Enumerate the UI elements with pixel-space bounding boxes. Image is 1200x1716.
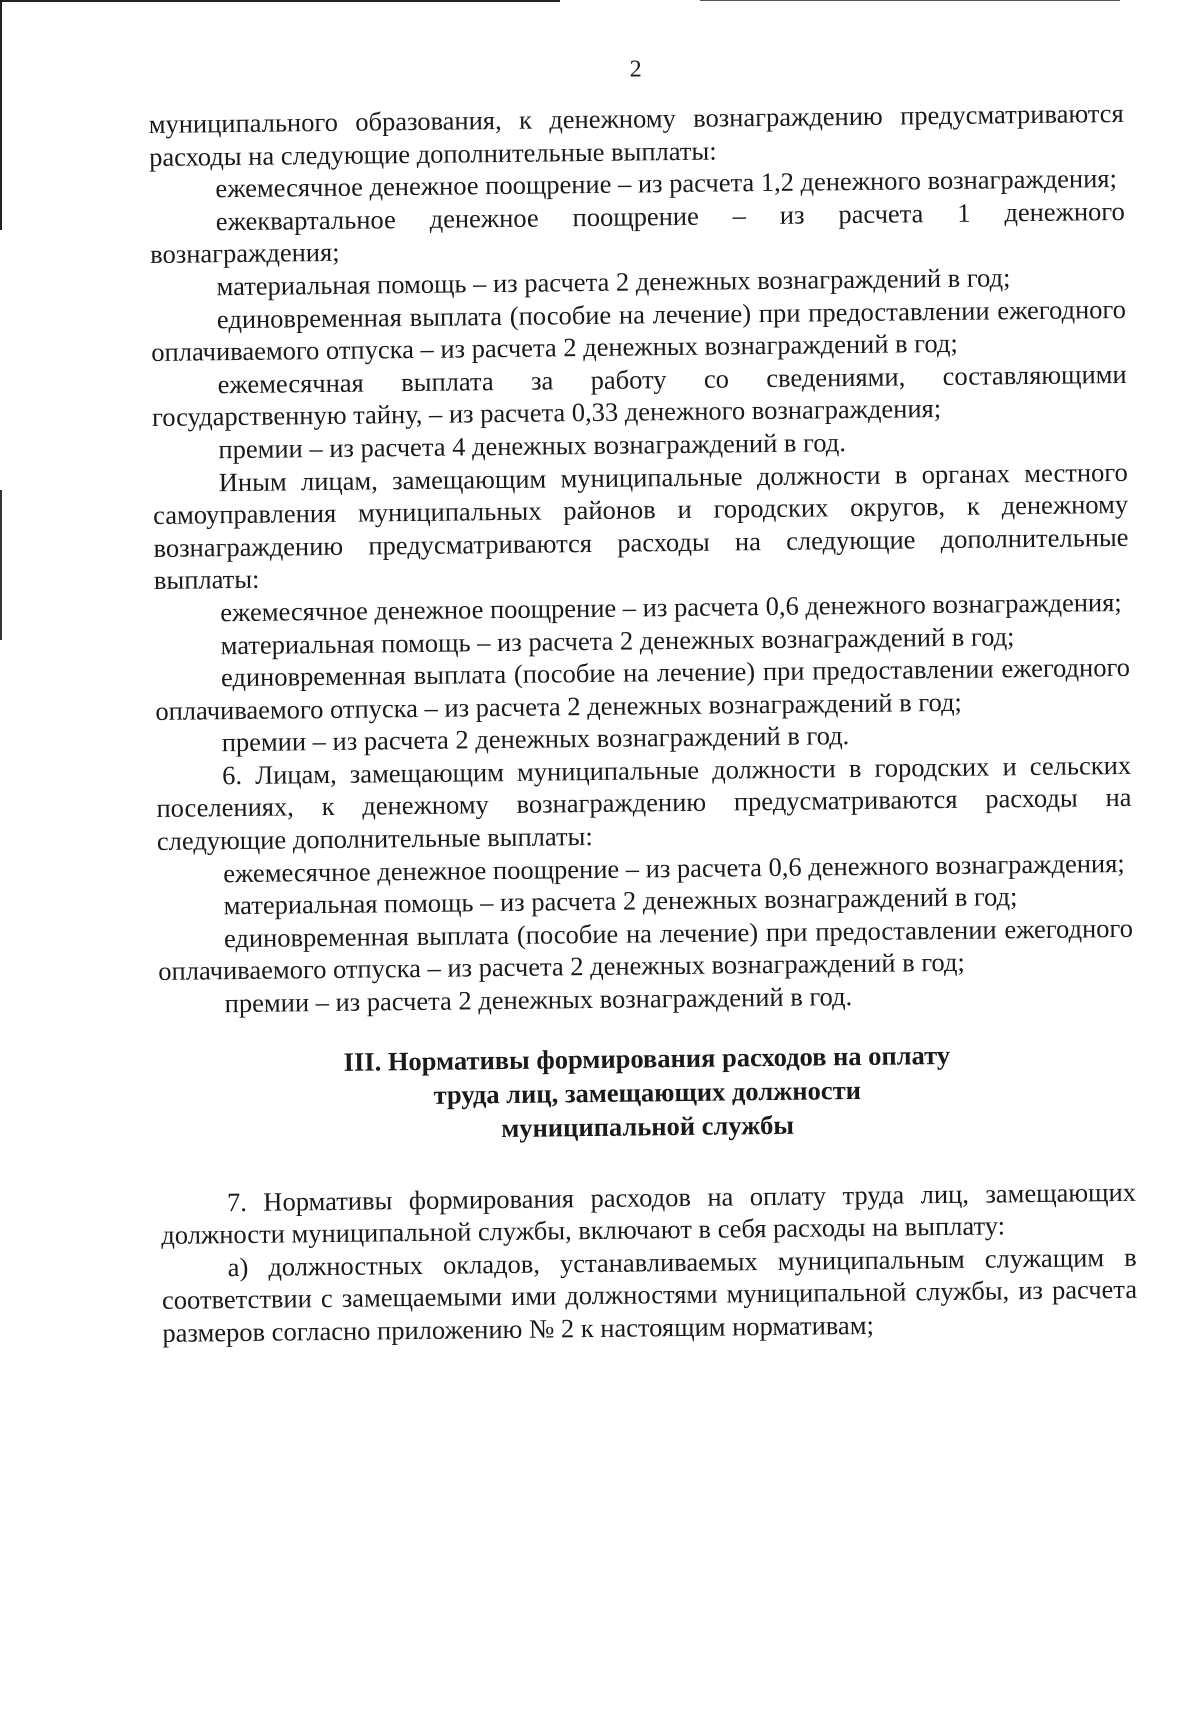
paragraph: ежемесячное денежное поощрение – из расчета 0,6 денежного вознаграждения; bbox=[220, 586, 1122, 628]
paragraph: материальная помощь – из расчета 2 денежных вознаграждений в год; bbox=[223, 881, 1018, 921]
section-heading bbox=[159, 1036, 1135, 1149]
paragraph: муниципального образования, к денежному вознаграждению предусматриваются расходы на следующие дополнительные выплаты: bbox=[148, 97, 1124, 172]
paragraph: единовременная выплата (пособие на лечение) при предоставлении ежегодного оплачиваемого отпуска – из расчета 2 денежных вознаграждений в год; bbox=[151, 293, 1127, 368]
paragraph: 6. Лицам, замещающим муниципальные должности в городских и сельских поселениях, к денежному вознаграждению предусматриваются расходы на следующие дополнительные выплаты: bbox=[156, 749, 1132, 857]
scan-edge-top-right bbox=[700, 0, 1120, 1]
body-text-part1 bbox=[149, 97, 1134, 1021]
paragraph: а) должностных окладов, устанавливаемых муниципальным служащим в соответствии с замещаемыми ими должностями муниципальной службы, из расчета размеров согласно приложению № 2 к настоящим нормативам; bbox=[161, 1241, 1138, 1348]
body-text-part2 bbox=[161, 1175, 1138, 1349]
scan-edge-left bbox=[0, 0, 2, 230]
paragraph: ежемесячная выплата за работу со сведениями, составляющими государственную тайну, – из расчета 0,33 денежного вознаграждения; bbox=[151, 358, 1127, 433]
paragraph: Иным лицам, замещающим муниципальные должности в органах местного самоуправления муниципальных районов и городских округов, к денежному вознаграждению предусматриваются расходы на следующие дополнительные выплаты: bbox=[152, 456, 1129, 596]
paragraph: премии – из расчета 2 денежных вознаграждений в год. bbox=[221, 720, 850, 758]
section-heading-line: труда лиц, замещающих должности bbox=[433, 1074, 862, 1110]
paragraph: ежемесячное денежное поощрение – из расчета 1,2 денежного вознаграждения; bbox=[215, 163, 1118, 204]
paragraph: материальная помощь – из расчета 2 денежных вознаграждений в год; bbox=[220, 620, 1015, 660]
paragraph: материальная помощь – из расчета 2 денежных вознаграждений в год; bbox=[216, 262, 1011, 302]
paragraph: ежемесячное денежное поощрение – из расчета 0,6 денежного вознаграждения; bbox=[223, 847, 1125, 888]
scan-edge-left-lower bbox=[0, 490, 2, 640]
section-heading-line: муниципальной службы bbox=[501, 1109, 795, 1143]
paragraph: ежеквартальное денежное поощрение – из расчета 1 денежного вознаграждения; bbox=[150, 195, 1125, 270]
paragraph: единовременная выплата (пособие на лечение) при предоставлении ежегодного оплачиваемого отпуска – из расчета 2 денежных вознаграждений в год; bbox=[155, 651, 1131, 726]
paragraph: премии – из расчета 2 денежных вознаграждений в год. bbox=[224, 981, 853, 1019]
document-page bbox=[148, 49, 1138, 1350]
section-heading-line: III. Нормативы формирования расходов на оплату bbox=[343, 1039, 951, 1077]
paragraph: единовременная выплата (пособие на лечение) при предоставлении ежегодного оплачиваемого отпуска – из расчета 2 денежных вознаграждений в год; bbox=[158, 912, 1134, 987]
paragraph: премии – из расчета 4 денежных вознаграждений в год. bbox=[218, 427, 847, 465]
paragraph: 7. Нормативы формирования расходов на оплату труда лиц, замещающих должности муниципальной службы, включают в себя расходы на выплату: bbox=[161, 1176, 1137, 1251]
scan-edge-top bbox=[0, 0, 560, 2]
page-number: 2 bbox=[629, 56, 642, 83]
